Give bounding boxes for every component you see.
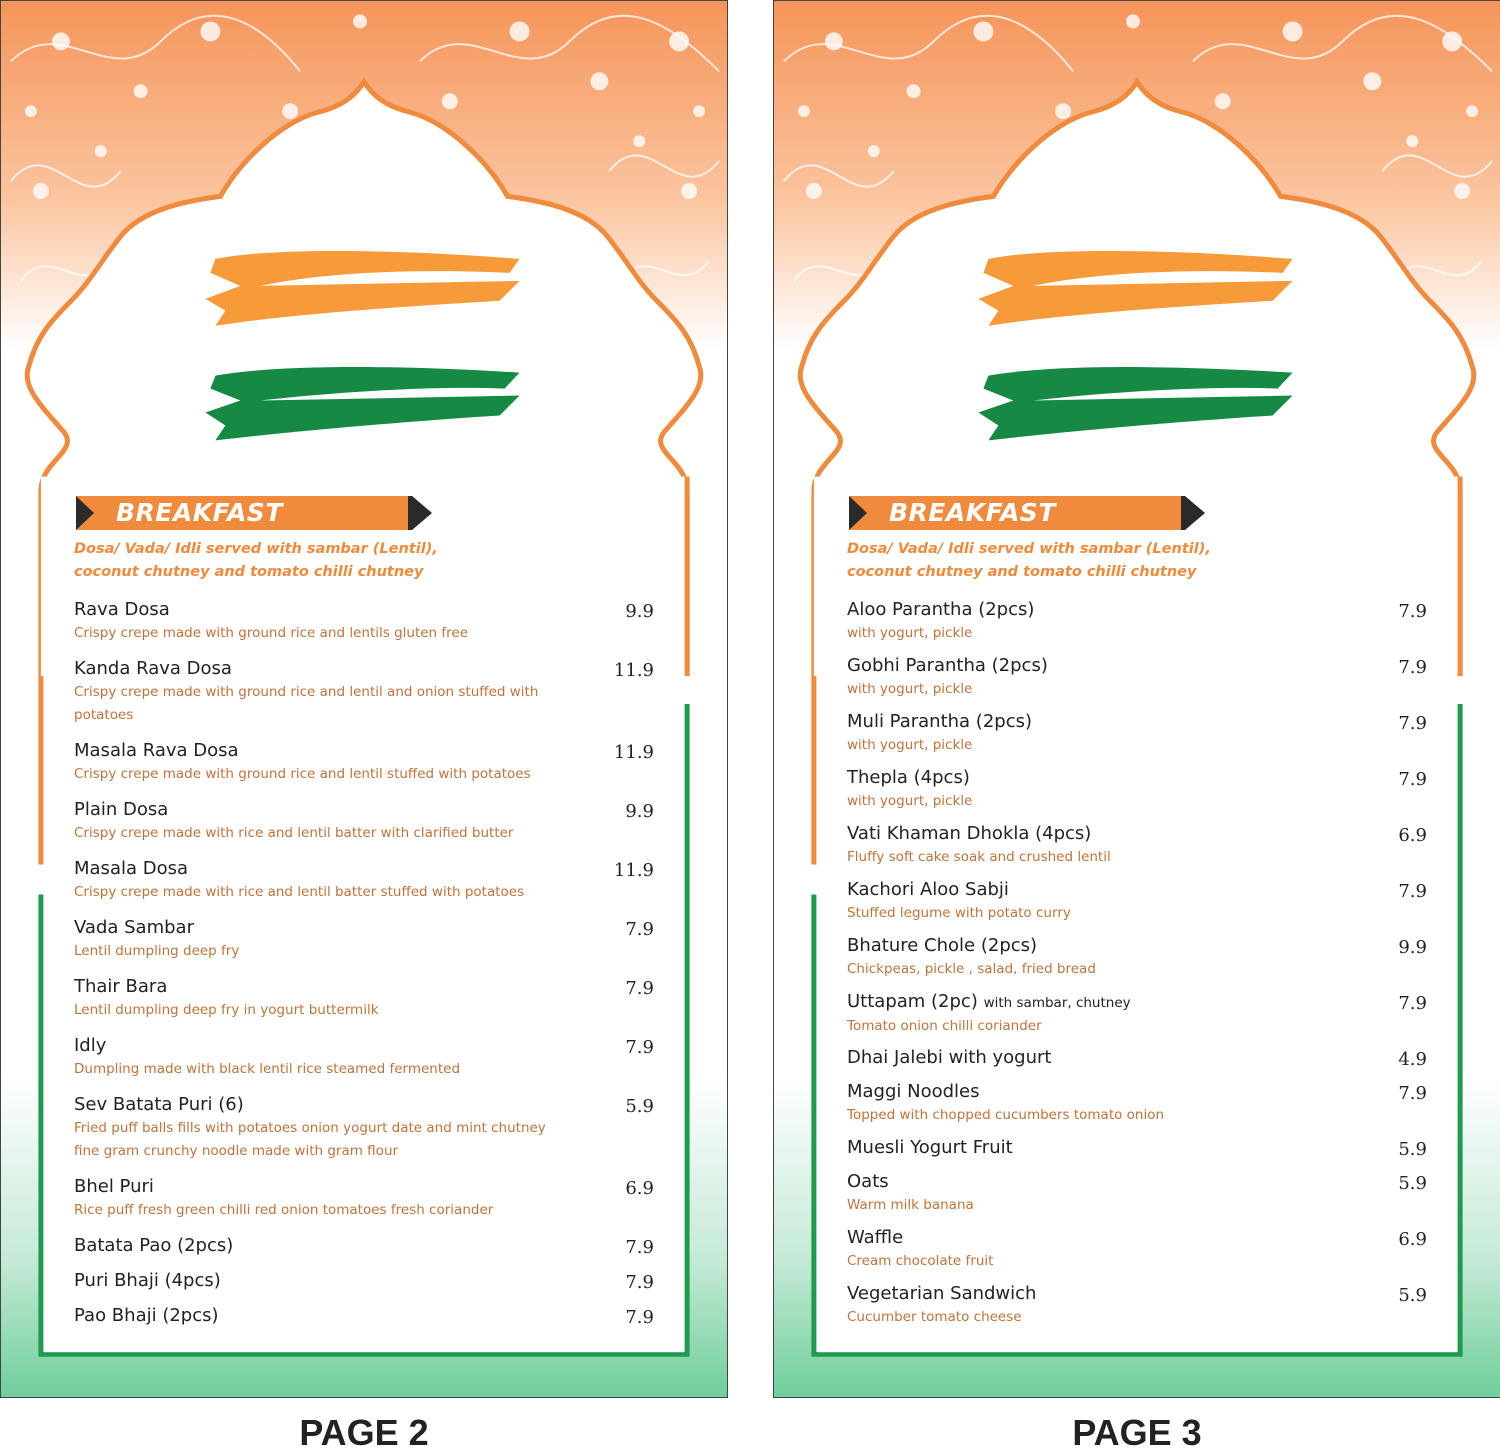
menu-item-price: 7.9 — [1398, 601, 1427, 622]
menu-item — [847, 1136, 1427, 1160]
menu-item-price: 9.9 — [625, 801, 654, 822]
menu-item-price: 7.9 — [1398, 881, 1427, 902]
menu-item-title: Muli Parantha (2pcs) — [847, 711, 1032, 732]
menu-item-name — [847, 1282, 1427, 1306]
menu-item-title: Vada Sambar — [74, 917, 194, 938]
menu-item-description: Warm milk banana — [847, 1197, 974, 1213]
menu-item-price: 7.9 — [625, 1037, 654, 1058]
menu-item-name — [847, 822, 1427, 846]
menu-item — [847, 1080, 1427, 1127]
menu-item — [847, 822, 1427, 869]
menu-item — [74, 598, 654, 645]
menu-item-description: with yogurt, pickle — [847, 737, 973, 753]
intro-line-2: coconut chutney and tomato chilli chutney — [74, 564, 424, 580]
menu-item-title: Kanda Rava Dosa — [74, 658, 232, 679]
menu-item-title: Muesli Yogurt Fruit — [847, 1137, 1013, 1158]
menu-item-name — [847, 654, 1427, 678]
menu-item-description: Lentil dumpling deep fry — [74, 943, 240, 959]
menu-item-name — [74, 1269, 654, 1293]
menu-item-name — [74, 1234, 654, 1258]
menu-item — [847, 654, 1427, 701]
menu-item-description: Tomato onion chilli coriander — [847, 1018, 1042, 1034]
menu-item-price: 7.9 — [625, 1237, 654, 1258]
menu-item-name — [847, 1226, 1427, 1250]
menu-item-name — [74, 739, 654, 763]
menu-item-name — [847, 934, 1427, 958]
menu-item — [74, 739, 654, 786]
intro-line-2: coconut chutney and tomato chilli chutney — [847, 564, 1197, 580]
menu-item — [847, 1226, 1427, 1273]
menu-item-price: 7.9 — [1398, 1083, 1427, 1104]
menu-item — [74, 916, 654, 963]
menu-item-name — [74, 1175, 654, 1199]
menu-page-2 — [0, 0, 728, 1398]
menu-item-description: Lentil dumpling deep fry in yogurt buttermilk — [74, 1002, 379, 1018]
menu-item — [74, 1175, 654, 1222]
menu-item-name-suffix: with sambar, chutney — [983, 995, 1131, 1011]
menu-item-description: Dumpling made with black lentil rice steamed fermented — [74, 1061, 461, 1077]
section-title: BREAKFAST — [116, 498, 283, 527]
intro-line-1: Dosa/ Vada/ Idli served with sambar (Lentil), — [847, 541, 1211, 557]
menu-item — [847, 1046, 1427, 1070]
menu-item-price: 9.9 — [1398, 937, 1427, 958]
menu-item-price: 6.9 — [1398, 1229, 1427, 1250]
menu-item — [847, 934, 1427, 981]
menu-item-description: Cucumber tomato cheese — [847, 1309, 1022, 1325]
menu-item-price: 7.9 — [1398, 713, 1427, 734]
menu-item-name — [74, 975, 654, 999]
menu-item-title: Vegetarian Sandwich — [847, 1283, 1037, 1304]
menu-item-description: Chickpeas, pickle , salad, fried bread — [847, 961, 1096, 977]
menu-item-description: Crispy crepe made with rice and lentil batter stuffed with potatoes — [74, 884, 525, 900]
menu-item-title: Vati Khaman Dhokla (4pcs) — [847, 823, 1092, 844]
menu-item-name — [847, 1170, 1427, 1194]
menu-item-title: Thepla (4pcs) — [847, 767, 970, 788]
section-intro — [74, 538, 494, 584]
menu-item-name — [74, 1034, 654, 1058]
green-stroke — [205, 367, 519, 440]
menu-item — [847, 990, 1427, 1038]
saffron-stroke — [978, 251, 1292, 326]
menu-item-price: 5.9 — [1398, 1139, 1427, 1160]
menu-item — [847, 766, 1427, 813]
menu-item — [847, 1282, 1427, 1329]
menu-item-description: Topped with chopped cucumbers tomato onion — [847, 1107, 1165, 1123]
menu-item-title: Plain Dosa — [74, 799, 169, 820]
menu-item — [74, 1034, 654, 1081]
menu-item-description: Crispy crepe made with ground rice and lentil and onion stuffed with potatoes — [74, 684, 539, 723]
section-intro — [847, 538, 1267, 584]
menu-item-price: 7.9 — [625, 1272, 654, 1293]
menu-item — [74, 1093, 654, 1163]
menu-item-price: 5.9 — [625, 1096, 654, 1117]
menu-item-description: Crispy crepe made with ground rice and lentil stuffed with potatoes — [74, 766, 531, 782]
menu-item-price: 11.9 — [613, 742, 654, 763]
menu-item — [74, 798, 654, 845]
menu-item-name — [74, 857, 654, 881]
menu-item-title: Aloo Parantha (2pcs) — [847, 599, 1035, 620]
menu-item-description: Cream chocolate fruit — [847, 1253, 994, 1269]
menu-item-description: with yogurt, pickle — [847, 793, 973, 809]
menu-item-price: 4.9 — [1398, 1049, 1427, 1070]
menu-item-price: 6.9 — [625, 1178, 654, 1199]
menu-item-title: Kachori Aloo Sabji — [847, 879, 1009, 900]
menu-item-title: Rava Dosa — [74, 599, 170, 620]
menu-item-name — [847, 990, 1427, 1015]
menu-item-description: with yogurt, pickle — [847, 625, 973, 641]
menu-item — [74, 1269, 654, 1293]
green-stroke — [978, 367, 1292, 440]
menu-item-title: Bhature Chole (2pcs) — [847, 935, 1038, 956]
menu-item-name — [74, 916, 654, 940]
menu-item — [74, 657, 654, 727]
menu-item-title: Maggi Noodles — [847, 1081, 980, 1102]
page-label: PAGE 3 — [1072, 1412, 1202, 1453]
menu-item-price: 7.9 — [625, 919, 654, 940]
menu-item-title: Masala Dosa — [74, 858, 189, 879]
menu-item-title: Uttapam (2pc) — [847, 991, 978, 1012]
menu-item-name — [74, 598, 654, 622]
menu-item — [74, 975, 654, 1022]
menu-item-name — [74, 1093, 654, 1117]
menu-item-price: 7.9 — [1398, 657, 1427, 678]
menu-item — [74, 1234, 654, 1258]
menu-item-description: Rice puff fresh green chilli red onion tomatoes fresh coriander — [74, 1202, 494, 1218]
menu-item-description: Fried puff balls fills with potatoes onion yogurt date and mint chutney fine gram crunchy noodle made with gram flour — [74, 1120, 546, 1159]
menu-item-price: 5.9 — [1398, 1285, 1427, 1306]
tricolor-brush-flag — [1, 1, 727, 461]
menu-item — [74, 1304, 654, 1328]
menu-item-description: Crispy crepe made with ground rice and lentils gluten free — [74, 625, 469, 641]
menu-item-title: Waffle — [847, 1227, 904, 1248]
menu-item-price: 11.9 — [613, 660, 654, 681]
menu-item-title: Gobhi Parantha (2pcs) — [847, 655, 1048, 676]
menu-page-3 — [773, 0, 1500, 1398]
menu-item-title: Oats — [847, 1171, 889, 1192]
menu-item-title: Thair Bara — [74, 976, 168, 997]
menu-item-price: 7.9 — [625, 1307, 654, 1328]
menu-item-price: 6.9 — [1398, 825, 1427, 846]
menu-item-title: Pao Bhaji (2pcs) — [74, 1305, 219, 1326]
menu-item-title: Masala Rava Dosa — [74, 740, 239, 761]
menu-item-price: 9.9 — [625, 601, 654, 622]
menu-item-description: Fluffy soft cake soak and crushed lentil — [847, 849, 1111, 865]
section-title: BREAKFAST — [889, 498, 1056, 527]
menu-item-price: 5.9 — [1398, 1173, 1427, 1194]
saffron-stroke — [205, 251, 519, 326]
menu-item-name — [847, 1136, 1427, 1160]
menu-item-title: Idly — [74, 1035, 107, 1056]
menu-item-title: Batata Pao (2pcs) — [74, 1235, 234, 1256]
menu-item-price: 7.9 — [1398, 993, 1427, 1014]
menu-item-name — [847, 878, 1427, 902]
menu-item-price: 7.9 — [625, 978, 654, 999]
menu-item — [847, 878, 1427, 925]
menu-item-name — [74, 798, 654, 822]
menu-item-name — [847, 766, 1427, 790]
menu-item — [847, 1170, 1427, 1217]
menu-item-price: 11.9 — [613, 860, 654, 881]
menu-item-name — [74, 1304, 654, 1328]
menu-item-name — [847, 598, 1427, 622]
menu-item-title: Puri Bhaji (4pcs) — [74, 1270, 221, 1291]
tricolor-brush-flag — [774, 1, 1500, 461]
menu-item — [847, 710, 1427, 757]
menu-item-name — [847, 1080, 1427, 1104]
menu-item-name — [847, 710, 1427, 734]
menu-item-price: 7.9 — [1398, 769, 1427, 790]
menu-item-description: Stuffed legume with potato curry — [847, 905, 1071, 921]
menu-item-title: Dhai Jalebi with yogurt — [847, 1047, 1052, 1068]
menu-item-name — [847, 1046, 1427, 1070]
menu-item-title: Sev Batata Puri (6) — [74, 1094, 244, 1115]
menu-item-name — [74, 657, 654, 681]
menu-item-description: with yogurt, pickle — [847, 681, 973, 697]
page-label: PAGE 2 — [299, 1412, 429, 1453]
menu-item — [847, 598, 1427, 645]
menu-item-title: Bhel Puri — [74, 1176, 154, 1197]
menu-item-description: Crispy crepe made with rice and lentil batter with clarified butter — [74, 825, 514, 841]
menu-item — [74, 857, 654, 904]
intro-line-1: Dosa/ Vada/ Idli served with sambar (Lentil), — [74, 541, 438, 557]
